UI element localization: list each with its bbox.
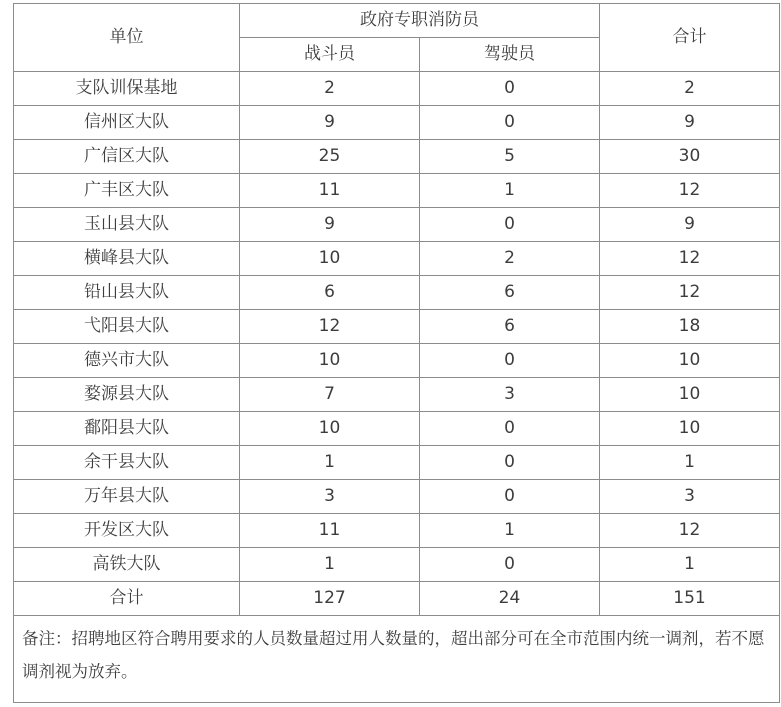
cell-total: 10 — [600, 378, 780, 412]
cell-unit: 鄱阳县大队 — [14, 412, 240, 446]
cell-fighter: 1 — [240, 446, 420, 480]
cell-fighter: 25 — [240, 140, 420, 174]
cell-unit: 婺源县大队 — [14, 378, 240, 412]
table-row — [14, 344, 780, 378]
cell-driver: 0 — [420, 480, 600, 514]
cell-unit: 德兴市大队 — [14, 344, 240, 378]
table-row — [14, 242, 780, 276]
recruitment-table — [13, 3, 780, 703]
cell-driver: 6 — [420, 276, 600, 310]
header-group: 政府专职消防员 — [240, 4, 600, 38]
cell-fighter: 11 — [240, 514, 420, 548]
note-row — [14, 616, 780, 703]
cell-unit: 广信区大队 — [14, 140, 240, 174]
cell-total: 1 — [600, 446, 780, 480]
cell-unit: 余干县大队 — [14, 446, 240, 480]
header-fighter: 战斗员 — [240, 38, 420, 72]
cell-total: 1 — [600, 548, 780, 582]
cell-unit: 弋阳县大队 — [14, 310, 240, 344]
cell-driver: 5 — [420, 140, 600, 174]
cell-fighter: 7 — [240, 378, 420, 412]
cell-unit: 铅山县大队 — [14, 276, 240, 310]
cell-driver: 0 — [420, 72, 600, 106]
table-row — [14, 208, 780, 242]
cell-total: 12 — [600, 174, 780, 208]
cell-total: 12 — [600, 276, 780, 310]
table-row — [14, 446, 780, 480]
cell-unit: 支队训保基地 — [14, 72, 240, 106]
cell-driver: 3 — [420, 378, 600, 412]
cell-fighter: 1 — [240, 548, 420, 582]
note-text: 备注：招聘地区符合聘用要求的人员数量超过用人数量的，超出部分可在全市范围内统一调剂，若不愿调剂视为放弃。 — [14, 616, 780, 703]
cell-fighter: 2 — [240, 72, 420, 106]
cell-unit: 万年县大队 — [14, 480, 240, 514]
cell-driver: 0 — [420, 344, 600, 378]
cell-driver: 6 — [420, 310, 600, 344]
summary-row — [14, 582, 780, 616]
cell-total: 30 — [600, 140, 780, 174]
cell-total: 12 — [600, 514, 780, 548]
cell-fighter: 3 — [240, 480, 420, 514]
table-row — [14, 276, 780, 310]
table-row — [14, 310, 780, 344]
cell-fighter: 10 — [240, 412, 420, 446]
cell-driver: 0 — [420, 446, 600, 480]
cell-fighter: 6 — [240, 276, 420, 310]
cell-unit: 广丰区大队 — [14, 174, 240, 208]
cell-total: 151 — [600, 582, 780, 616]
cell-total: 3 — [600, 480, 780, 514]
table-row — [14, 480, 780, 514]
table-row — [14, 106, 780, 140]
cell-fighter: 12 — [240, 310, 420, 344]
cell-driver: 1 — [420, 514, 600, 548]
cell-total: 10 — [600, 412, 780, 446]
cell-unit: 开发区大队 — [14, 514, 240, 548]
cell-driver: 24 — [420, 582, 600, 616]
cell-fighter: 127 — [240, 582, 420, 616]
header-row-1 — [14, 4, 780, 38]
cell-driver: 0 — [420, 412, 600, 446]
cell-driver: 0 — [420, 208, 600, 242]
table-row — [14, 378, 780, 412]
cell-driver: 1 — [420, 174, 600, 208]
header-total: 合计 — [600, 4, 780, 72]
cell-unit: 高铁大队 — [14, 548, 240, 582]
cell-unit: 横峰县大队 — [14, 242, 240, 276]
table-row — [14, 140, 780, 174]
cell-total: 9 — [600, 106, 780, 140]
cell-total: 2 — [600, 72, 780, 106]
cell-fighter: 9 — [240, 106, 420, 140]
cell-total: 12 — [600, 242, 780, 276]
table-row — [14, 514, 780, 548]
cell-fighter: 9 — [240, 208, 420, 242]
cell-fighter: 10 — [240, 344, 420, 378]
cell-total: 9 — [600, 208, 780, 242]
cell-driver: 2 — [420, 242, 600, 276]
table-row — [14, 412, 780, 446]
cell-fighter: 11 — [240, 174, 420, 208]
cell-driver: 0 — [420, 548, 600, 582]
cell-unit: 玉山县大队 — [14, 208, 240, 242]
table-row — [14, 174, 780, 208]
cell-fighter: 10 — [240, 242, 420, 276]
cell-total: 10 — [600, 344, 780, 378]
cell-total: 18 — [600, 310, 780, 344]
header-driver: 驾驶员 — [420, 38, 600, 72]
cell-driver: 0 — [420, 106, 600, 140]
table-row — [14, 72, 780, 106]
header-unit: 单位 — [14, 4, 240, 72]
cell-unit: 信州区大队 — [14, 106, 240, 140]
cell-unit: 合计 — [14, 582, 240, 616]
table-row — [14, 548, 780, 582]
